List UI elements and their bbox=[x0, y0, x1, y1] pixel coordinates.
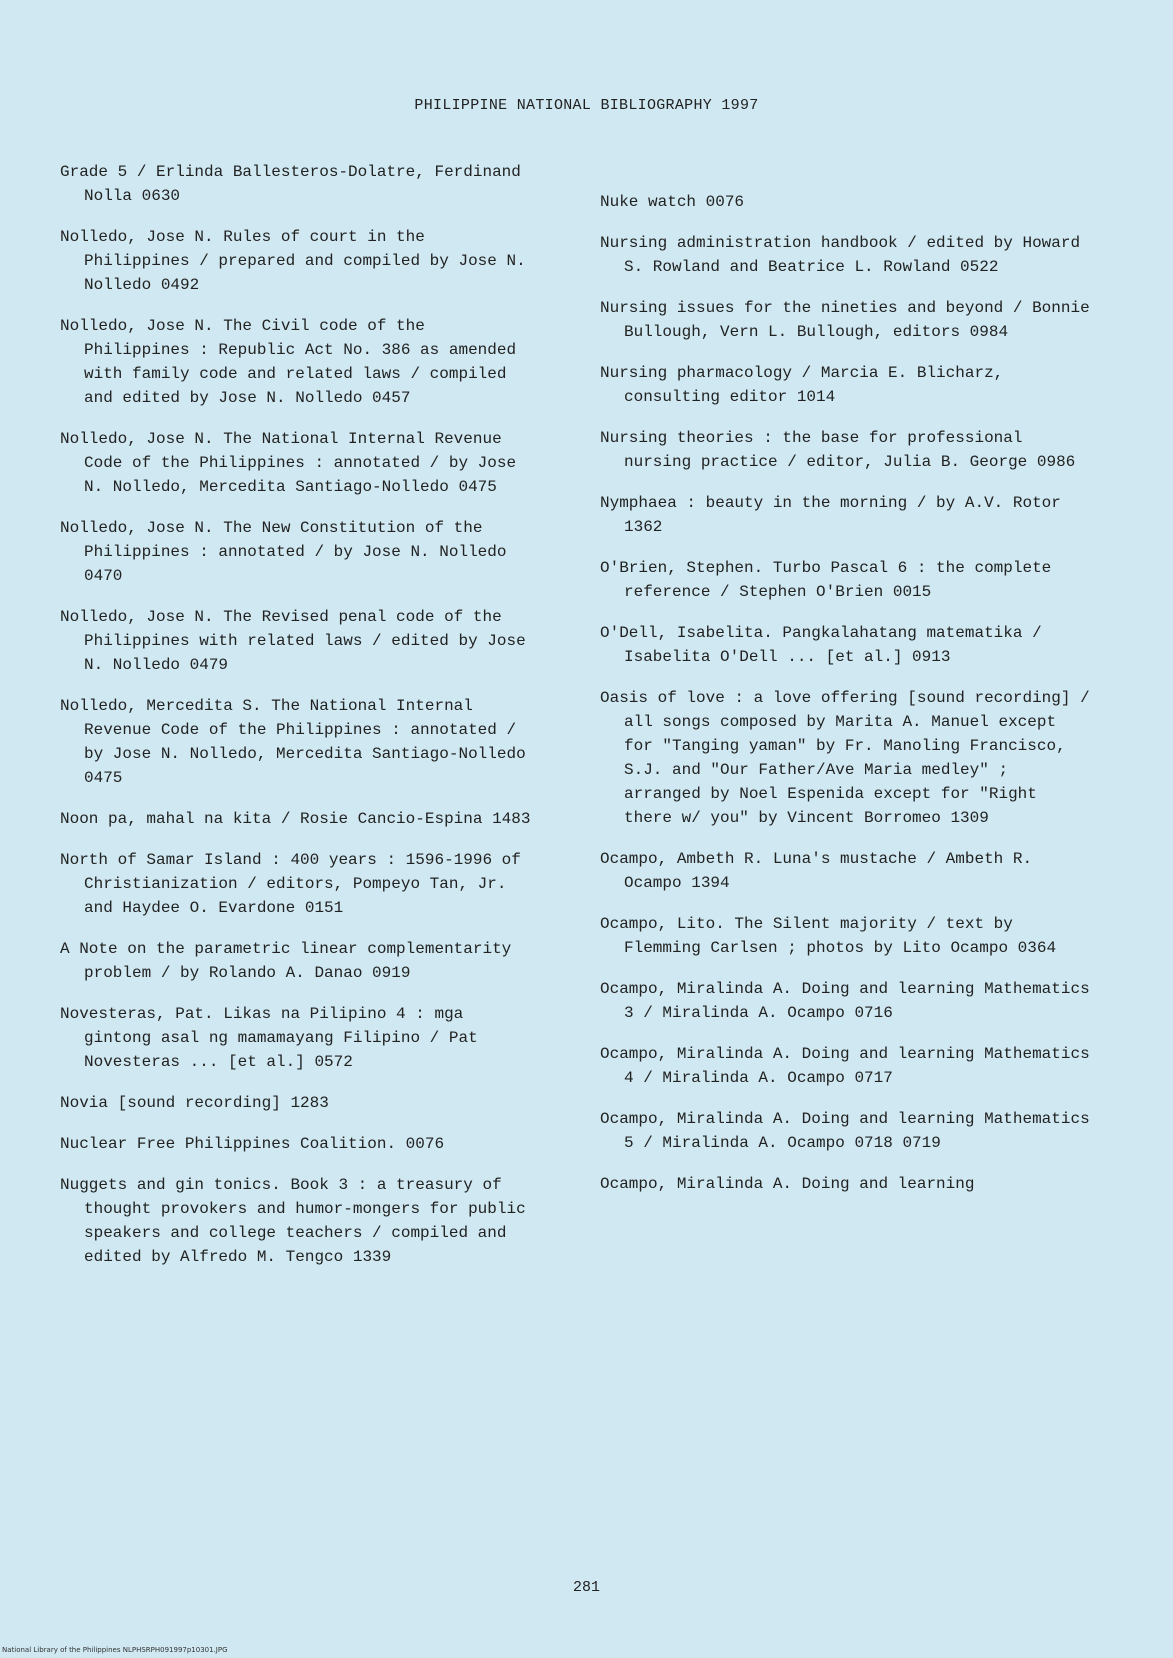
bib-entry: A Note on the parametric linear complementarity problem / by Rolando A. Danao 0919 bbox=[60, 940, 512, 982]
bib-entry: O'Brien, Stephen. Turbo Pascal 6 : the complete reference / Stephen O'Brien 0015 bbox=[600, 559, 1052, 601]
bib-entry: Nolledo, Mercedita S. The National Internal Revenue Code of the Philippines : annotated / by Jose N. Nolledo, Mercedita Santiago-Nolledo 0475 bbox=[60, 697, 526, 787]
bib-entry: Nursing theories : the base for professional nursing practice / editor, Julia B. George 0986 bbox=[600, 429, 1076, 471]
page-number: 281 bbox=[572, 1579, 600, 1596]
scan-footer: National Library of the Philippines NLPHSRPH091997p10301.JPG bbox=[2, 1646, 228, 1654]
bib-entry: Nuke watch 0076 bbox=[600, 193, 745, 211]
bib-entry: Nymphaea : beauty in the morning / by A.V. Rotor 1362 bbox=[600, 494, 1061, 536]
bib-entry: Oasis of love : a love offering [sound recording] / all songs composed by Marita A. Manuel except for "Tanging yaman" by Fr. Manoling Francisco, S.J. and "Our Father/Ave Maria medley" ; arranged by Noel Espenida except for "Right there w/ you" by Vincent Borromeo 1309 bbox=[600, 689, 1090, 827]
bib-entry: Ocampo, Lito. The Silent majority / text by Flemming Carlsen ; photos by Lito Ocampo 0364 bbox=[600, 915, 1057, 957]
bib-entry: Ocampo, Miralinda A. Doing and learning Mathematics 4 / Miralinda A. Ocampo 0717 bbox=[600, 1045, 1090, 1087]
bib-entry: Nolledo, Jose N. The Revised penal code of the Philippines with related laws / edited by Jose N. Nolledo 0479 bbox=[60, 608, 526, 674]
bib-entry: Nursing issues for the nineties and beyond / Bonnie Bullough, Vern L. Bullough, editors 0984 bbox=[600, 299, 1090, 341]
bib-entry: Nolledo, Jose N. The New Constitution of the Philippines : annotated / by Jose N. Nolledo 0470 bbox=[60, 519, 507, 585]
bib-entry: Nolledo, Jose N. The National Internal Revenue Code of the Philippines : annotated / by Jose N. Nolledo, Mercedita Santiago-Nolledo 0475 bbox=[60, 430, 517, 496]
bib-entry: Novia [sound recording] 1283 bbox=[60, 1094, 329, 1112]
bib-entry: Noon pa, mahal na kita / Rosie Cancio-Espina 1483 bbox=[60, 810, 531, 828]
bib-entry: Nuggets and gin tonics. Book 3 : a treasury of thought provokers and humor-mongers for public speakers and college teachers / compiled and edited by Alfredo M. Tengco 1339 bbox=[60, 1176, 526, 1266]
bib-entry: Ocampo, Miralinda A. Doing and learning bbox=[600, 1175, 975, 1193]
page-header: PHILIPPINE NATIONAL BIBLIOGRAPHY 1997 bbox=[414, 97, 759, 114]
bib-entry: Nolledo, Jose N. Rules of court in the Philippines / prepared and compiled by Jose N. Nolledo 0492 bbox=[60, 228, 526, 294]
bib-entry: Novesteras, Pat. Likas na Pilipino 4 : mga gintong asal ng mamamayang Filipino / Pat Novesteras ... [et al.] 0572 bbox=[60, 1005, 478, 1071]
bib-entry: North of Samar Island : 400 years : 1596-1996 of Christianization / editors, Pompeyo Tan, Jr. and Haydee O. Evardone 0151 bbox=[60, 851, 521, 917]
bib-entry: Nuclear Free Philippines Coalition. 0076 bbox=[60, 1135, 445, 1153]
bib-entry: O'Dell, Isabelita. Pangkalahatang matematika / Isabelita O'Dell ... [et al.] 0913 bbox=[600, 624, 1042, 666]
bib-entry: Ocampo, Miralinda A. Doing and learning Mathematics 3 / Miralinda A. Ocampo 0716 bbox=[600, 980, 1090, 1022]
left-column bbox=[60, 160, 540, 1286]
bib-entry: Ocampo, Miralinda A. Doing and learning Mathematics 5 / Miralinda A. Ocampo 0718 0719 bbox=[600, 1110, 1090, 1152]
bib-entry: Ocampo, Ambeth R. Luna's mustache / Ambeth R. Ocampo 1394 bbox=[600, 850, 1033, 892]
bib-entry: Nursing administration handbook / edited by Howard S. Rowland and Beatrice L. Rowland 0522 bbox=[600, 234, 1081, 276]
right-column bbox=[600, 190, 1090, 1213]
bib-entry: Nolledo, Jose N. The Civil code of the Philippines : Republic Act No. 386 as amended with family code and related laws / compiled and edited by Jose N. Nolledo 0457 bbox=[60, 317, 517, 407]
bib-entry: Nursing pharmacology / Marcia E. Blicharz, consulting editor 1014 bbox=[600, 364, 1004, 406]
bib-entry: Grade 5 / Erlinda Ballesteros-Dolatre, Ferdinand Nolla 0630 bbox=[60, 163, 521, 205]
